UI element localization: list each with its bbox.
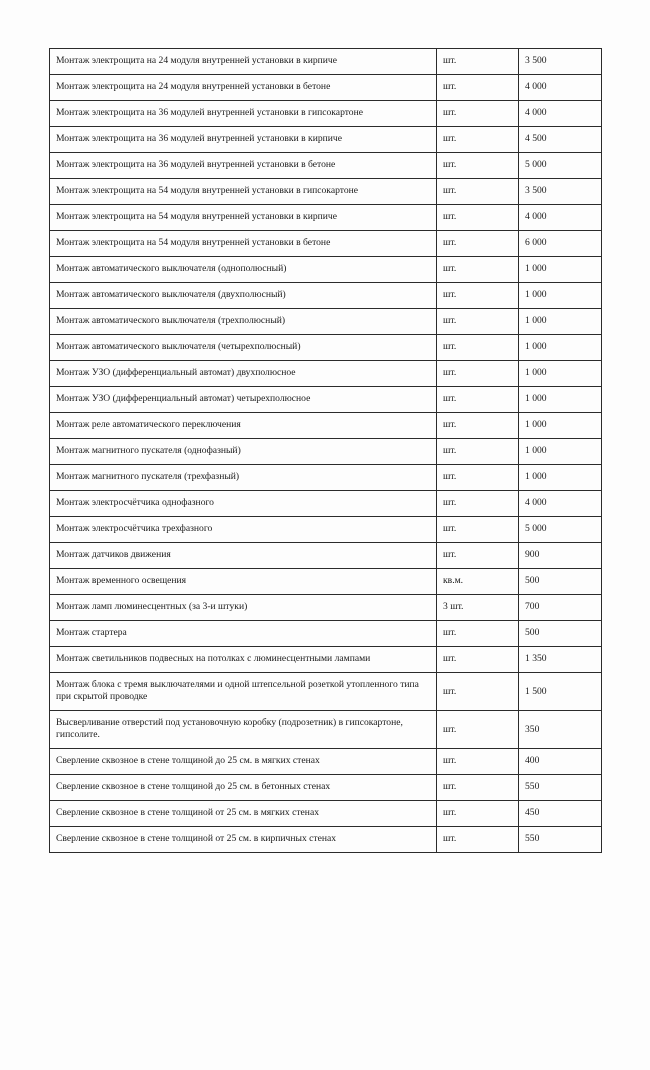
table-row [50, 827, 602, 853]
price-cell: 1 000 [519, 439, 602, 465]
unit-cell: шт. [437, 827, 519, 853]
service-name-cell: Монтаж реле автоматического переключения [50, 413, 437, 439]
table-row [50, 231, 602, 257]
table-row [50, 775, 602, 801]
price-cell: 3 500 [519, 179, 602, 205]
price-cell: 700 [519, 595, 602, 621]
service-name-cell: Монтаж электрощита на 54 модуля внутренней установки в бетоне [50, 231, 437, 257]
table-row [50, 801, 602, 827]
price-cell: 1 000 [519, 387, 602, 413]
price-cell: 550 [519, 775, 602, 801]
price-cell: 6 000 [519, 231, 602, 257]
price-cell: 1 000 [519, 413, 602, 439]
price-cell: 1 000 [519, 257, 602, 283]
service-name-cell: Монтаж магнитного пускателя (однофазный) [50, 439, 437, 465]
price-cell: 900 [519, 543, 602, 569]
price-cell: 5 000 [519, 153, 602, 179]
service-name-cell: Монтаж светильников подвесных на потолках с люминесцентными лампами [50, 647, 437, 673]
service-name-cell: Монтаж электрощита на 54 модуля внутренней установки в гипсокартоне [50, 179, 437, 205]
service-name-cell: Монтаж стартера [50, 621, 437, 647]
unit-cell: шт. [437, 127, 519, 153]
service-name-cell: Монтаж блока с тремя выключателями и одной штепсельной розеткой утопленного типа при скрытой проводке [50, 673, 437, 711]
price-cell: 5 000 [519, 517, 602, 543]
price-cell: 400 [519, 749, 602, 775]
service-name-cell: Монтаж электрощита на 36 модулей внутренней установки в кирпиче [50, 127, 437, 153]
price-cell: 1 000 [519, 465, 602, 491]
table-row [50, 75, 602, 101]
table-row [50, 361, 602, 387]
table-row [50, 335, 602, 361]
service-name-cell: Монтаж УЗО (дифференциальный автомат) четырехполюсное [50, 387, 437, 413]
price-cell: 350 [519, 711, 602, 749]
unit-cell: шт. [437, 205, 519, 231]
price-cell: 550 [519, 827, 602, 853]
service-name-cell: Сверление сквозное в стене толщиной до 25 см. в мягких стенах [50, 749, 437, 775]
table-row [50, 49, 602, 75]
price-cell: 500 [519, 621, 602, 647]
unit-cell: шт. [437, 179, 519, 205]
unit-cell: шт. [437, 283, 519, 309]
unit-cell: шт. [437, 231, 519, 257]
unit-cell: шт. [437, 101, 519, 127]
unit-cell: шт. [437, 387, 519, 413]
service-name-cell: Монтаж магнитного пускателя (трехфазный) [50, 465, 437, 491]
table-row [50, 749, 602, 775]
service-name-cell: Монтаж временного освещения [50, 569, 437, 595]
price-cell: 1 350 [519, 647, 602, 673]
unit-cell: 3 шт. [437, 595, 519, 621]
unit-cell: шт. [437, 621, 519, 647]
service-name-cell: Монтаж датчиков движения [50, 543, 437, 569]
table-row [50, 517, 602, 543]
service-name-cell: Монтаж электрощита на 36 модулей внутренней установки в гипсокартоне [50, 101, 437, 127]
service-name-cell: Монтаж автоматического выключателя (однополюсный) [50, 257, 437, 283]
table-row [50, 621, 602, 647]
price-cell: 1 500 [519, 673, 602, 711]
unit-cell: шт. [437, 75, 519, 101]
service-name-cell: Монтаж электрощита на 36 модулей внутренней установки в бетоне [50, 153, 437, 179]
price-cell: 1 000 [519, 309, 602, 335]
unit-cell: шт. [437, 153, 519, 179]
table-row [50, 101, 602, 127]
service-name-cell: Монтаж автоматического выключателя (двухполюсный) [50, 283, 437, 309]
unit-cell: шт. [437, 439, 519, 465]
unit-cell: шт. [437, 775, 519, 801]
price-cell: 3 500 [519, 49, 602, 75]
service-name-cell: Монтаж автоматического выключателя (трехполюсный) [50, 309, 437, 335]
unit-cell: шт. [437, 465, 519, 491]
unit-cell: шт. [437, 491, 519, 517]
table-row [50, 543, 602, 569]
price-table [49, 48, 602, 853]
service-name-cell: Монтаж автоматического выключателя (четырехполюсный) [50, 335, 437, 361]
price-table-body [50, 49, 602, 853]
price-cell: 4 000 [519, 101, 602, 127]
table-row [50, 595, 602, 621]
service-name-cell: Сверление сквозное в стене толщиной от 25 см. в кирпичных стенах [50, 827, 437, 853]
service-name-cell: Монтаж электросчётчика трехфазного [50, 517, 437, 543]
service-name-cell: Монтаж электрощита на 54 модуля внутренней установки в кирпиче [50, 205, 437, 231]
service-name-cell: Монтаж ламп люминесцентных (за 3-и штуки) [50, 595, 437, 621]
unit-cell: шт. [437, 309, 519, 335]
service-name-cell: Монтаж электрощита на 24 модуля внутренней установки в кирпиче [50, 49, 437, 75]
unit-cell: шт. [437, 801, 519, 827]
table-row [50, 465, 602, 491]
unit-cell: шт. [437, 673, 519, 711]
unit-cell: кв.м. [437, 569, 519, 595]
price-cell: 1 000 [519, 335, 602, 361]
service-name-cell: Монтаж УЗО (дифференциальный автомат) двухполюсное [50, 361, 437, 387]
price-cell: 4 000 [519, 491, 602, 517]
unit-cell: шт. [437, 647, 519, 673]
unit-cell: шт. [437, 517, 519, 543]
price-cell: 4 000 [519, 75, 602, 101]
table-row [50, 569, 602, 595]
table-row [50, 413, 602, 439]
unit-cell: шт. [437, 257, 519, 283]
price-cell: 450 [519, 801, 602, 827]
unit-cell: шт. [437, 49, 519, 75]
table-row [50, 309, 602, 335]
table-row [50, 179, 602, 205]
table-row [50, 647, 602, 673]
service-name-cell: Сверление сквозное в стене толщиной от 25 см. в мягких стенах [50, 801, 437, 827]
service-name-cell: Высверливание отверстий под установочную коробку (подрозетник) в гипсокартоне, гипсолите. [50, 711, 437, 749]
unit-cell: шт. [437, 413, 519, 439]
price-cell: 4 500 [519, 127, 602, 153]
table-row [50, 439, 602, 465]
table-row [50, 257, 602, 283]
table-row [50, 205, 602, 231]
table-row [50, 673, 602, 711]
service-name-cell: Монтаж электрощита на 24 модуля внутренней установки в бетоне [50, 75, 437, 101]
table-row [50, 711, 602, 749]
service-name-cell: Сверление сквозное в стене толщиной до 25 см. в бетонных стенах [50, 775, 437, 801]
price-cell: 4 000 [519, 205, 602, 231]
price-cell: 1 000 [519, 361, 602, 387]
unit-cell: шт. [437, 361, 519, 387]
price-cell: 1 000 [519, 283, 602, 309]
unit-cell: шт. [437, 749, 519, 775]
unit-cell: шт. [437, 335, 519, 361]
price-cell: 500 [519, 569, 602, 595]
table-row [50, 283, 602, 309]
table-row [50, 127, 602, 153]
table-row [50, 153, 602, 179]
unit-cell: шт. [437, 543, 519, 569]
unit-cell: шт. [437, 711, 519, 749]
table-row [50, 491, 602, 517]
table-row [50, 387, 602, 413]
service-name-cell: Монтаж электросчётчика однофазного [50, 491, 437, 517]
